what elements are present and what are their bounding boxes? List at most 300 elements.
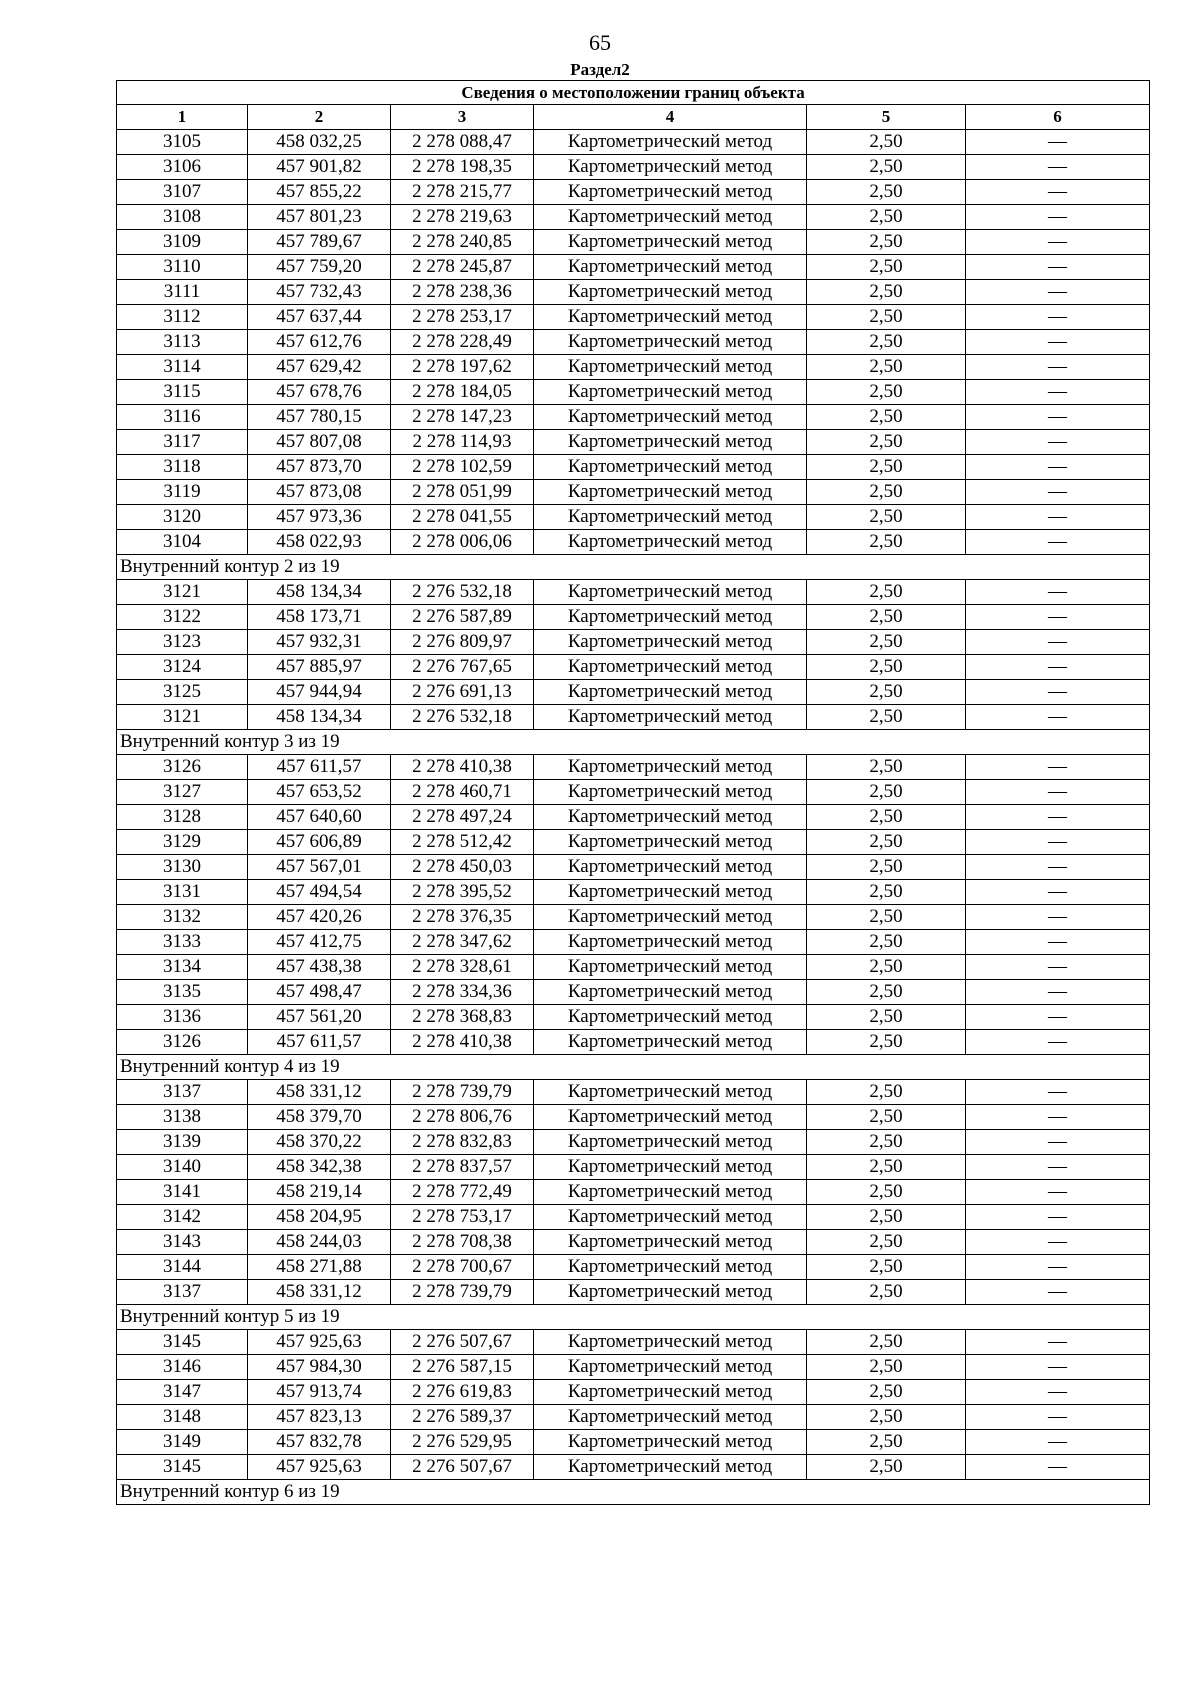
- note-cell: —: [966, 1080, 1150, 1105]
- method-cell: Картометрический метод: [534, 805, 807, 830]
- method-cell: Картометрический метод: [534, 455, 807, 480]
- x-coordinate-cell: 457 789,67: [248, 230, 391, 255]
- x-coordinate-cell: 457 925,63: [248, 1455, 391, 1480]
- note-cell: —: [966, 530, 1150, 555]
- method-cell: Картометрический метод: [534, 530, 807, 555]
- x-coordinate-cell: 457 438,38: [248, 955, 391, 980]
- accuracy-cell: 2,50: [807, 355, 966, 380]
- method-cell: Картометрический метод: [534, 705, 807, 730]
- table-row: [117, 855, 1150, 880]
- accuracy-cell: 2,50: [807, 280, 966, 305]
- contour-heading-row: [117, 1055, 1150, 1080]
- x-coordinate-cell: 457 780,15: [248, 405, 391, 430]
- note-cell: —: [966, 1030, 1150, 1055]
- table-row: [117, 180, 1150, 205]
- point-number-cell: 3145: [117, 1455, 248, 1480]
- point-number-cell: 3130: [117, 855, 248, 880]
- table-row: [117, 1230, 1150, 1255]
- method-cell: Картометрический метод: [534, 1355, 807, 1380]
- accuracy-cell: 2,50: [807, 1430, 966, 1455]
- table-row: [117, 1430, 1150, 1455]
- y-coordinate-cell: 2 278 219,63: [391, 205, 534, 230]
- note-cell: —: [966, 405, 1150, 430]
- method-cell: Картометрический метод: [534, 1430, 807, 1455]
- y-coordinate-cell: 2 276 589,37: [391, 1405, 534, 1430]
- y-coordinate-cell: 2 278 410,38: [391, 755, 534, 780]
- accuracy-cell: 2,50: [807, 130, 966, 155]
- x-coordinate-cell: 457 973,36: [248, 505, 391, 530]
- method-cell: Картометрический метод: [534, 305, 807, 330]
- point-number-cell: 3113: [117, 330, 248, 355]
- note-cell: —: [966, 1280, 1150, 1305]
- accuracy-cell: 2,50: [807, 705, 966, 730]
- point-number-cell: 3140: [117, 1155, 248, 1180]
- accuracy-cell: 2,50: [807, 255, 966, 280]
- accuracy-cell: 2,50: [807, 1255, 966, 1280]
- x-coordinate-cell: 458 032,25: [248, 130, 391, 155]
- note-cell: —: [966, 1255, 1150, 1280]
- accuracy-cell: 2,50: [807, 905, 966, 930]
- accuracy-cell: 2,50: [807, 880, 966, 905]
- table-row: [117, 755, 1150, 780]
- method-cell: Картометрический метод: [534, 905, 807, 930]
- point-number-cell: 3117: [117, 430, 248, 455]
- x-coordinate-cell: 457 944,94: [248, 680, 391, 705]
- point-number-cell: 3105: [117, 130, 248, 155]
- accuracy-cell: 2,50: [807, 1130, 966, 1155]
- method-cell: Картометрический метод: [534, 505, 807, 530]
- y-coordinate-cell: 2 278 051,99: [391, 480, 534, 505]
- note-cell: —: [966, 1455, 1150, 1480]
- x-coordinate-cell: 457 494,54: [248, 880, 391, 905]
- accuracy-cell: 2,50: [807, 630, 966, 655]
- method-cell: Картометрический метод: [534, 255, 807, 280]
- column-header: 4: [534, 105, 807, 130]
- accuracy-cell: 2,50: [807, 330, 966, 355]
- note-cell: —: [966, 905, 1150, 930]
- accuracy-cell: 2,50: [807, 605, 966, 630]
- note-cell: —: [966, 1205, 1150, 1230]
- method-cell: Картометрический метод: [534, 880, 807, 905]
- x-coordinate-cell: 458 342,38: [248, 1155, 391, 1180]
- y-coordinate-cell: 2 278 806,76: [391, 1105, 534, 1130]
- method-cell: Картометрический метод: [534, 1380, 807, 1405]
- note-cell: —: [966, 280, 1150, 305]
- accuracy-cell: 2,50: [807, 680, 966, 705]
- table-row: [117, 505, 1150, 530]
- y-coordinate-cell: 2 278 198,35: [391, 155, 534, 180]
- point-number-cell: 3116: [117, 405, 248, 430]
- point-number-cell: 3127: [117, 780, 248, 805]
- note-cell: —: [966, 455, 1150, 480]
- point-number-cell: 3122: [117, 605, 248, 630]
- y-coordinate-cell: 2 278 739,79: [391, 1080, 534, 1105]
- table-row: [117, 605, 1150, 630]
- table-row: [117, 1180, 1150, 1205]
- x-coordinate-cell: 457 606,89: [248, 830, 391, 855]
- x-coordinate-cell: 458 331,12: [248, 1280, 391, 1305]
- method-cell: Картометрический метод: [534, 1230, 807, 1255]
- point-number-cell: 3109: [117, 230, 248, 255]
- method-cell: Картометрический метод: [534, 1155, 807, 1180]
- method-cell: Картометрический метод: [534, 1180, 807, 1205]
- table-row: [117, 655, 1150, 680]
- point-number-cell: 3115: [117, 380, 248, 405]
- y-coordinate-cell: 2 278 497,24: [391, 805, 534, 830]
- method-cell: Картометрический метод: [534, 1255, 807, 1280]
- point-number-cell: 3147: [117, 1380, 248, 1405]
- note-cell: —: [966, 505, 1150, 530]
- accuracy-cell: 2,50: [807, 155, 966, 180]
- note-cell: —: [966, 330, 1150, 355]
- point-number-cell: 3135: [117, 980, 248, 1005]
- point-number-cell: 3128: [117, 805, 248, 830]
- table-row: [117, 705, 1150, 730]
- contour-heading-row: [117, 730, 1150, 755]
- note-cell: —: [966, 380, 1150, 405]
- x-coordinate-cell: 457 801,23: [248, 205, 391, 230]
- contour-heading-row: [117, 1480, 1150, 1505]
- x-coordinate-cell: 458 173,71: [248, 605, 391, 630]
- method-cell: Картометрический метод: [534, 1455, 807, 1480]
- y-coordinate-cell: 2 276 507,67: [391, 1330, 534, 1355]
- method-cell: Картометрический метод: [534, 1130, 807, 1155]
- table-row: [117, 305, 1150, 330]
- y-coordinate-cell: 2 278 347,62: [391, 930, 534, 955]
- table-row: [117, 405, 1150, 430]
- point-number-cell: 3106: [117, 155, 248, 180]
- x-coordinate-cell: 457 653,52: [248, 780, 391, 805]
- point-number-cell: 3139: [117, 1130, 248, 1155]
- y-coordinate-cell: 2 278 753,17: [391, 1205, 534, 1230]
- point-number-cell: 3119: [117, 480, 248, 505]
- accuracy-cell: 2,50: [807, 855, 966, 880]
- table-row: [117, 1155, 1150, 1180]
- method-cell: Картометрический метод: [534, 680, 807, 705]
- accuracy-cell: 2,50: [807, 930, 966, 955]
- y-coordinate-cell: 2 278 328,61: [391, 955, 534, 980]
- point-number-cell: 3137: [117, 1080, 248, 1105]
- y-coordinate-cell: 2 278 228,49: [391, 330, 534, 355]
- x-coordinate-cell: 457 567,01: [248, 855, 391, 880]
- x-coordinate-cell: 457 932,31: [248, 630, 391, 655]
- y-coordinate-cell: 2 278 334,36: [391, 980, 534, 1005]
- x-coordinate-cell: 458 370,22: [248, 1130, 391, 1155]
- x-coordinate-cell: 458 134,34: [248, 580, 391, 605]
- x-coordinate-cell: 457 412,75: [248, 930, 391, 955]
- y-coordinate-cell: 2 278 102,59: [391, 455, 534, 480]
- point-number-cell: 3141: [117, 1180, 248, 1205]
- y-coordinate-cell: 2 278 240,85: [391, 230, 534, 255]
- method-cell: Картометрический метод: [534, 1205, 807, 1230]
- accuracy-cell: 2,50: [807, 1030, 966, 1055]
- table-row: [117, 205, 1150, 230]
- x-coordinate-cell: 457 611,57: [248, 755, 391, 780]
- section-title: Раздел2: [570, 60, 630, 79]
- method-cell: Картометрический метод: [534, 205, 807, 230]
- accuracy-cell: 2,50: [807, 755, 966, 780]
- accuracy-cell: 2,50: [807, 430, 966, 455]
- table-row: [117, 1130, 1150, 1155]
- accuracy-cell: 2,50: [807, 455, 966, 480]
- method-cell: Картометрический метод: [534, 1005, 807, 1030]
- method-cell: Картометрический метод: [534, 930, 807, 955]
- note-cell: —: [966, 205, 1150, 230]
- note-cell: —: [966, 655, 1150, 680]
- point-number-cell: 3123: [117, 630, 248, 655]
- point-number-cell: 3138: [117, 1105, 248, 1130]
- accuracy-cell: 2,50: [807, 1405, 966, 1430]
- column-header: 3: [391, 105, 534, 130]
- table-row: [117, 255, 1150, 280]
- accuracy-cell: 2,50: [807, 955, 966, 980]
- y-coordinate-cell: 2 276 691,13: [391, 680, 534, 705]
- x-coordinate-cell: 457 498,47: [248, 980, 391, 1005]
- y-coordinate-cell: 2 278 395,52: [391, 880, 534, 905]
- method-cell: Картометрический метод: [534, 955, 807, 980]
- note-cell: —: [966, 1155, 1150, 1180]
- x-coordinate-cell: 458 379,70: [248, 1105, 391, 1130]
- note-cell: —: [966, 1405, 1150, 1430]
- y-coordinate-cell: 2 278 114,93: [391, 430, 534, 455]
- table-row: [117, 1030, 1150, 1055]
- column-header: 2: [248, 105, 391, 130]
- accuracy-cell: 2,50: [807, 1105, 966, 1130]
- note-cell: —: [966, 1005, 1150, 1030]
- accuracy-cell: 2,50: [807, 530, 966, 555]
- table-row: [117, 280, 1150, 305]
- x-coordinate-cell: 457 612,76: [248, 330, 391, 355]
- point-number-cell: 3121: [117, 580, 248, 605]
- note-cell: —: [966, 805, 1150, 830]
- x-coordinate-cell: 457 855,22: [248, 180, 391, 205]
- x-coordinate-cell: 457 984,30: [248, 1355, 391, 1380]
- x-coordinate-cell: 457 807,08: [248, 430, 391, 455]
- accuracy-cell: 2,50: [807, 505, 966, 530]
- table-row: [117, 1405, 1150, 1430]
- method-cell: Картометрический метод: [534, 755, 807, 780]
- table-row: [117, 1380, 1150, 1405]
- accuracy-cell: 2,50: [807, 830, 966, 855]
- y-coordinate-cell: 2 276 529,95: [391, 1430, 534, 1455]
- note-cell: —: [966, 180, 1150, 205]
- method-cell: Картометрический метод: [534, 780, 807, 805]
- table-row: [117, 830, 1150, 855]
- note-cell: —: [966, 1430, 1150, 1455]
- y-coordinate-cell: 2 278 238,36: [391, 280, 534, 305]
- table-row: [117, 355, 1150, 380]
- accuracy-cell: 2,50: [807, 1180, 966, 1205]
- note-cell: —: [966, 1330, 1150, 1355]
- point-number-cell: 3121: [117, 705, 248, 730]
- x-coordinate-cell: 457 885,97: [248, 655, 391, 680]
- table-row: [117, 155, 1150, 180]
- note-cell: —: [966, 980, 1150, 1005]
- x-coordinate-cell: 457 759,20: [248, 255, 391, 280]
- note-cell: —: [966, 1130, 1150, 1155]
- accuracy-cell: 2,50: [807, 780, 966, 805]
- point-number-cell: 3114: [117, 355, 248, 380]
- accuracy-cell: 2,50: [807, 580, 966, 605]
- method-cell: Картометрический метод: [534, 1105, 807, 1130]
- method-cell: Картометрический метод: [534, 230, 807, 255]
- accuracy-cell: 2,50: [807, 655, 966, 680]
- method-cell: Картометрический метод: [534, 1280, 807, 1305]
- note-cell: —: [966, 255, 1150, 280]
- point-number-cell: 3120: [117, 505, 248, 530]
- note-cell: —: [966, 355, 1150, 380]
- x-coordinate-cell: 457 925,63: [248, 1330, 391, 1355]
- x-coordinate-cell: 457 629,42: [248, 355, 391, 380]
- table-row: [117, 530, 1150, 555]
- y-coordinate-cell: 2 278 832,83: [391, 1130, 534, 1155]
- y-coordinate-cell: 2 276 532,18: [391, 580, 534, 605]
- page-number: 65: [589, 30, 611, 55]
- y-coordinate-cell: 2 278 215,77: [391, 180, 534, 205]
- note-cell: —: [966, 1355, 1150, 1380]
- contour-heading-row: [117, 555, 1150, 580]
- note-cell: —: [966, 705, 1150, 730]
- x-coordinate-cell: 457 873,08: [248, 480, 391, 505]
- table-header-row: [117, 105, 1150, 130]
- table-row: [117, 130, 1150, 155]
- point-number-cell: 3132: [117, 905, 248, 930]
- x-coordinate-cell: 457 901,82: [248, 155, 391, 180]
- point-number-cell: 3145: [117, 1330, 248, 1355]
- table-row: [117, 880, 1150, 905]
- point-number-cell: 3129: [117, 830, 248, 855]
- method-cell: Картометрический метод: [534, 855, 807, 880]
- y-coordinate-cell: 2 276 619,83: [391, 1380, 534, 1405]
- x-coordinate-cell: 457 873,70: [248, 455, 391, 480]
- y-coordinate-cell: 2 278 184,05: [391, 380, 534, 405]
- note-cell: —: [966, 755, 1150, 780]
- point-number-cell: 3125: [117, 680, 248, 705]
- method-cell: Картометрический метод: [534, 980, 807, 1005]
- y-coordinate-cell: 2 276 587,89: [391, 605, 534, 630]
- accuracy-cell: 2,50: [807, 1005, 966, 1030]
- point-number-cell: 3112: [117, 305, 248, 330]
- x-coordinate-cell: 457 611,57: [248, 1030, 391, 1055]
- y-coordinate-cell: 2 278 700,67: [391, 1255, 534, 1280]
- y-coordinate-cell: 2 278 708,38: [391, 1230, 534, 1255]
- note-cell: —: [966, 930, 1150, 955]
- x-coordinate-cell: 457 678,76: [248, 380, 391, 405]
- table-row: [117, 455, 1150, 480]
- point-number-cell: 3126: [117, 1030, 248, 1055]
- accuracy-cell: 2,50: [807, 1205, 966, 1230]
- note-cell: —: [966, 955, 1150, 980]
- method-cell: Картометрический метод: [534, 630, 807, 655]
- accuracy-cell: 2,50: [807, 1155, 966, 1180]
- accuracy-cell: 2,50: [807, 1355, 966, 1380]
- x-coordinate-cell: 457 640,60: [248, 805, 391, 830]
- y-coordinate-cell: 2 278 410,38: [391, 1030, 534, 1055]
- table-row: [117, 380, 1150, 405]
- table-row: [117, 905, 1150, 930]
- accuracy-cell: 2,50: [807, 980, 966, 1005]
- table-row: [117, 1005, 1150, 1030]
- method-cell: Картометрический метод: [534, 605, 807, 630]
- contour-heading: Внутренний контур 5 из 19: [117, 1305, 1150, 1330]
- column-header: 6: [966, 105, 1150, 130]
- method-cell: Картометрический метод: [534, 180, 807, 205]
- x-coordinate-cell: 457 832,78: [248, 1430, 391, 1455]
- method-cell: Картометрический метод: [534, 655, 807, 680]
- x-coordinate-cell: 457 732,43: [248, 280, 391, 305]
- note-cell: —: [966, 130, 1150, 155]
- method-cell: Картометрический метод: [534, 1405, 807, 1430]
- x-coordinate-cell: 458 331,12: [248, 1080, 391, 1105]
- contour-heading: Внутренний контур 6 из 19: [117, 1480, 1150, 1505]
- y-coordinate-cell: 2 278 088,47: [391, 130, 534, 155]
- y-coordinate-cell: 2 278 197,62: [391, 355, 534, 380]
- note-cell: —: [966, 1105, 1150, 1130]
- note-cell: —: [966, 1230, 1150, 1255]
- y-coordinate-cell: 2 278 245,87: [391, 255, 534, 280]
- y-coordinate-cell: 2 278 460,71: [391, 780, 534, 805]
- point-number-cell: 3107: [117, 180, 248, 205]
- point-number-cell: 3148: [117, 1405, 248, 1430]
- y-coordinate-cell: 2 278 739,79: [391, 1280, 534, 1305]
- note-cell: —: [966, 1380, 1150, 1405]
- column-header: 5: [807, 105, 966, 130]
- boundary-coordinates-table: [116, 80, 1150, 1505]
- x-coordinate-cell: 458 134,34: [248, 705, 391, 730]
- accuracy-cell: 2,50: [807, 230, 966, 255]
- accuracy-cell: 2,50: [807, 180, 966, 205]
- table-caption: Сведения о местоположении границ объекта: [117, 81, 1150, 105]
- accuracy-cell: 2,50: [807, 205, 966, 230]
- table-row: [117, 1105, 1150, 1130]
- table-row: [117, 430, 1150, 455]
- note-cell: —: [966, 305, 1150, 330]
- point-number-cell: 3124: [117, 655, 248, 680]
- x-coordinate-cell: 458 219,14: [248, 1180, 391, 1205]
- y-coordinate-cell: 2 278 772,49: [391, 1180, 534, 1205]
- note-cell: —: [966, 855, 1150, 880]
- accuracy-cell: 2,50: [807, 380, 966, 405]
- point-number-cell: 3144: [117, 1255, 248, 1280]
- method-cell: Картометрический метод: [534, 405, 807, 430]
- point-number-cell: 3131: [117, 880, 248, 905]
- table-row: [117, 1355, 1150, 1380]
- point-number-cell: 3108: [117, 205, 248, 230]
- table-row: [117, 1455, 1150, 1480]
- x-coordinate-cell: 458 271,88: [248, 1255, 391, 1280]
- table-row: [117, 980, 1150, 1005]
- x-coordinate-cell: 457 823,13: [248, 1405, 391, 1430]
- method-cell: Картометрический метод: [534, 1080, 807, 1105]
- note-cell: —: [966, 880, 1150, 905]
- accuracy-cell: 2,50: [807, 1280, 966, 1305]
- method-cell: Картометрический метод: [534, 480, 807, 505]
- x-coordinate-cell: 458 244,03: [248, 1230, 391, 1255]
- method-cell: Картометрический метод: [534, 130, 807, 155]
- y-coordinate-cell: 2 278 368,83: [391, 1005, 534, 1030]
- method-cell: Картометрический метод: [534, 1030, 807, 1055]
- method-cell: Картометрический метод: [534, 580, 807, 605]
- point-number-cell: 3110: [117, 255, 248, 280]
- method-cell: Картометрический метод: [534, 155, 807, 180]
- accuracy-cell: 2,50: [807, 405, 966, 430]
- note-cell: —: [966, 155, 1150, 180]
- table-row: [117, 955, 1150, 980]
- x-coordinate-cell: 457 637,44: [248, 305, 391, 330]
- table-row: [117, 1205, 1150, 1230]
- table-row: [117, 630, 1150, 655]
- point-number-cell: 3149: [117, 1430, 248, 1455]
